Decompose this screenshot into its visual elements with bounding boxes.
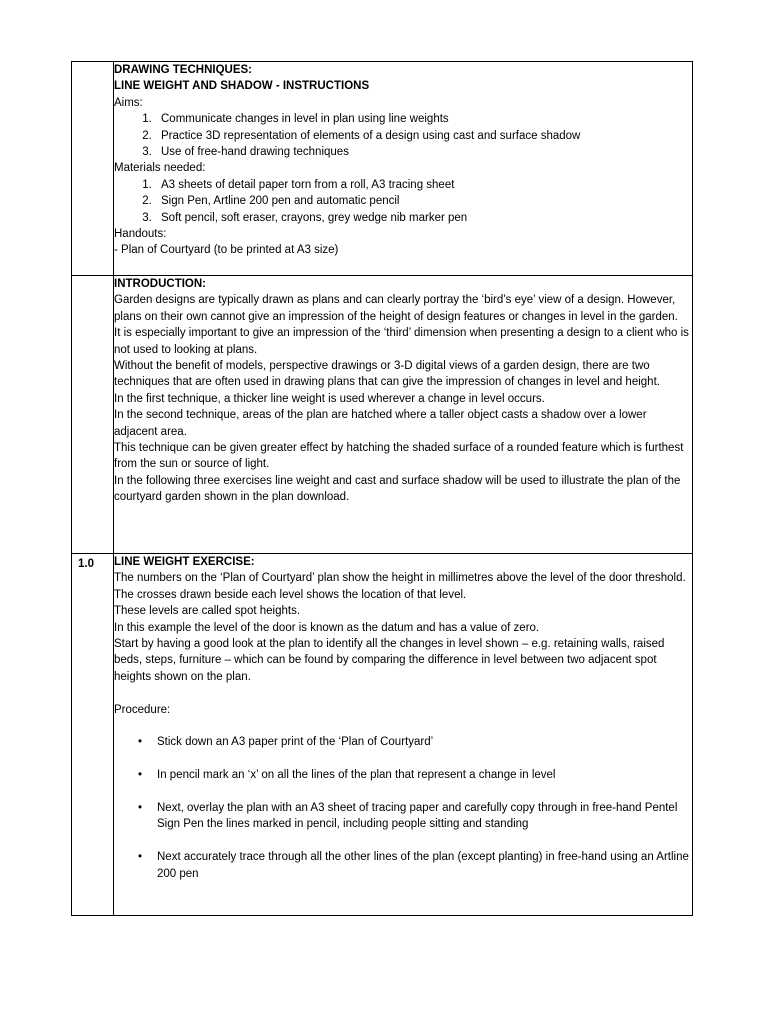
list-item: [114, 734, 692, 750]
paragraph: In this example the level of the door is known as the datum and has a value of zero.: [114, 621, 540, 634]
bullet-icon: •: [138, 736, 143, 749]
paragraph: The crosses drawn beside each level shows the location of that level.: [114, 588, 467, 601]
list-item: 2. Practice 3D representation of elements of a design using cast and surface shadow: [155, 128, 692, 144]
list-item-text: Next accurately trace through all the other lines of the plan (except planting) in free-hand using an Artline 200 pen: [157, 851, 689, 880]
list-item: [114, 800, 692, 833]
list-item: [114, 849, 692, 882]
instructions-table: [71, 61, 693, 916]
aims-list: [114, 111, 692, 160]
list-item: [114, 767, 692, 783]
spacer: [114, 718, 692, 734]
paragraph: Garden designs are typically drawn as plans and can clearly portray the ‘bird’s eye’ view of a design. However, plans on their own cannot give an impression of the height of design features or changes in level in the garden.: [114, 294, 678, 323]
spacer: [114, 685, 692, 701]
bullet-icon: •: [138, 802, 143, 815]
paragraph: This technique can be given greater effect by hatching the shaded surface of a rounded feature which is furthest from the sun or source of light.: [114, 442, 684, 471]
list-item: 1. A3 sheets of detail paper torn from a roll, A3 tracing sheet: [155, 177, 692, 193]
aims-label: Aims:: [114, 96, 143, 109]
list-item-text: Stick down an A3 paper print of the ‘Plan of Courtyard’: [157, 736, 434, 749]
materials-list: [114, 177, 692, 226]
list-item-text: Next, overlay the plan with an A3 sheet of tracing paper and carefully copy through in free-hand Pentel Sign Pen the lines marked in pencil, including people sitting and standing: [157, 802, 678, 831]
number-cell: [72, 554, 114, 916]
section-heading: INTRODUCTION:: [114, 278, 206, 290]
handouts-item: - Plan of Courtyard (to be printed at A3 size): [114, 244, 339, 257]
content-cell: [114, 276, 693, 554]
table-row-introduction: [72, 276, 693, 554]
paragraph: In the first technique, a thicker line weight is used wherever a change in level occurs.: [114, 392, 545, 405]
paragraph: The numbers on the ‘Plan of Courtyard’ plan show the height in millimetres above the level of the door threshold.: [114, 572, 686, 585]
paragraph: In the following three exercises line weight and cast and surface shadow will be used to illustrate the plan of the courtyard garden shown in the plan download.: [114, 474, 681, 504]
section-heading: LINE WEIGHT EXERCISE:: [114, 556, 255, 568]
bullet-icon: •: [138, 769, 143, 782]
paragraph: In the second technique, areas of the plan are hatched where a taller object casts a shadow over a lower adjacent area.: [114, 409, 647, 438]
content-cell: [114, 554, 693, 916]
list-item: 2. Sign Pen, Artline 200 pen and automatic pencil: [155, 193, 692, 209]
section-heading: DRAWING TECHNIQUES:: [114, 64, 252, 76]
handouts-label: Handouts:: [114, 228, 167, 241]
list-item: 3. Soft pencil, soft eraser, crayons, grey wedge nib marker pen: [155, 210, 692, 226]
section-subheading: LINE WEIGHT AND SHADOW - INSTRUCTIONS: [114, 80, 370, 93]
number-cell: [72, 62, 114, 276]
list-item-text: In pencil mark an ‘x’ on all the lines of the plan that represent a change in level: [157, 769, 556, 782]
materials-label: Materials needed:: [114, 162, 206, 175]
procedure-label: Procedure:: [114, 703, 171, 716]
number-cell: [72, 276, 114, 554]
paragraph: It is especially important to give an impression of the ‘third’ dimension when presenting a design to a client who is not used to looking at plans.: [114, 327, 689, 356]
procedure-list: [114, 734, 692, 882]
section-number: 1.0: [78, 558, 94, 570]
content-cell: [114, 62, 693, 276]
paragraph: Start by having a good look at the plan to identify all the changes in level shown – e.g. retaining walls, raised beds, steps, furniture – which can be found by comparing the difference in level between two adjacent spot heights shown on the plan.: [114, 638, 665, 683]
bullet-icon: •: [138, 851, 143, 864]
list-item: 3. Use of free-hand drawing techniques: [155, 144, 692, 160]
table-row-overview: [72, 62, 693, 276]
paragraph: Without the benefit of models, perspective drawings or 3-D digital views of a garden design, there are two techniques that are often used in drawing plans that can give the impression of changes in level and height.: [114, 360, 660, 389]
paragraph: These levels are called spot heights.: [114, 605, 301, 618]
list-item: 1. Communicate changes in level in plan using line weights: [155, 111, 692, 127]
table-row-line-weight: [72, 554, 693, 916]
